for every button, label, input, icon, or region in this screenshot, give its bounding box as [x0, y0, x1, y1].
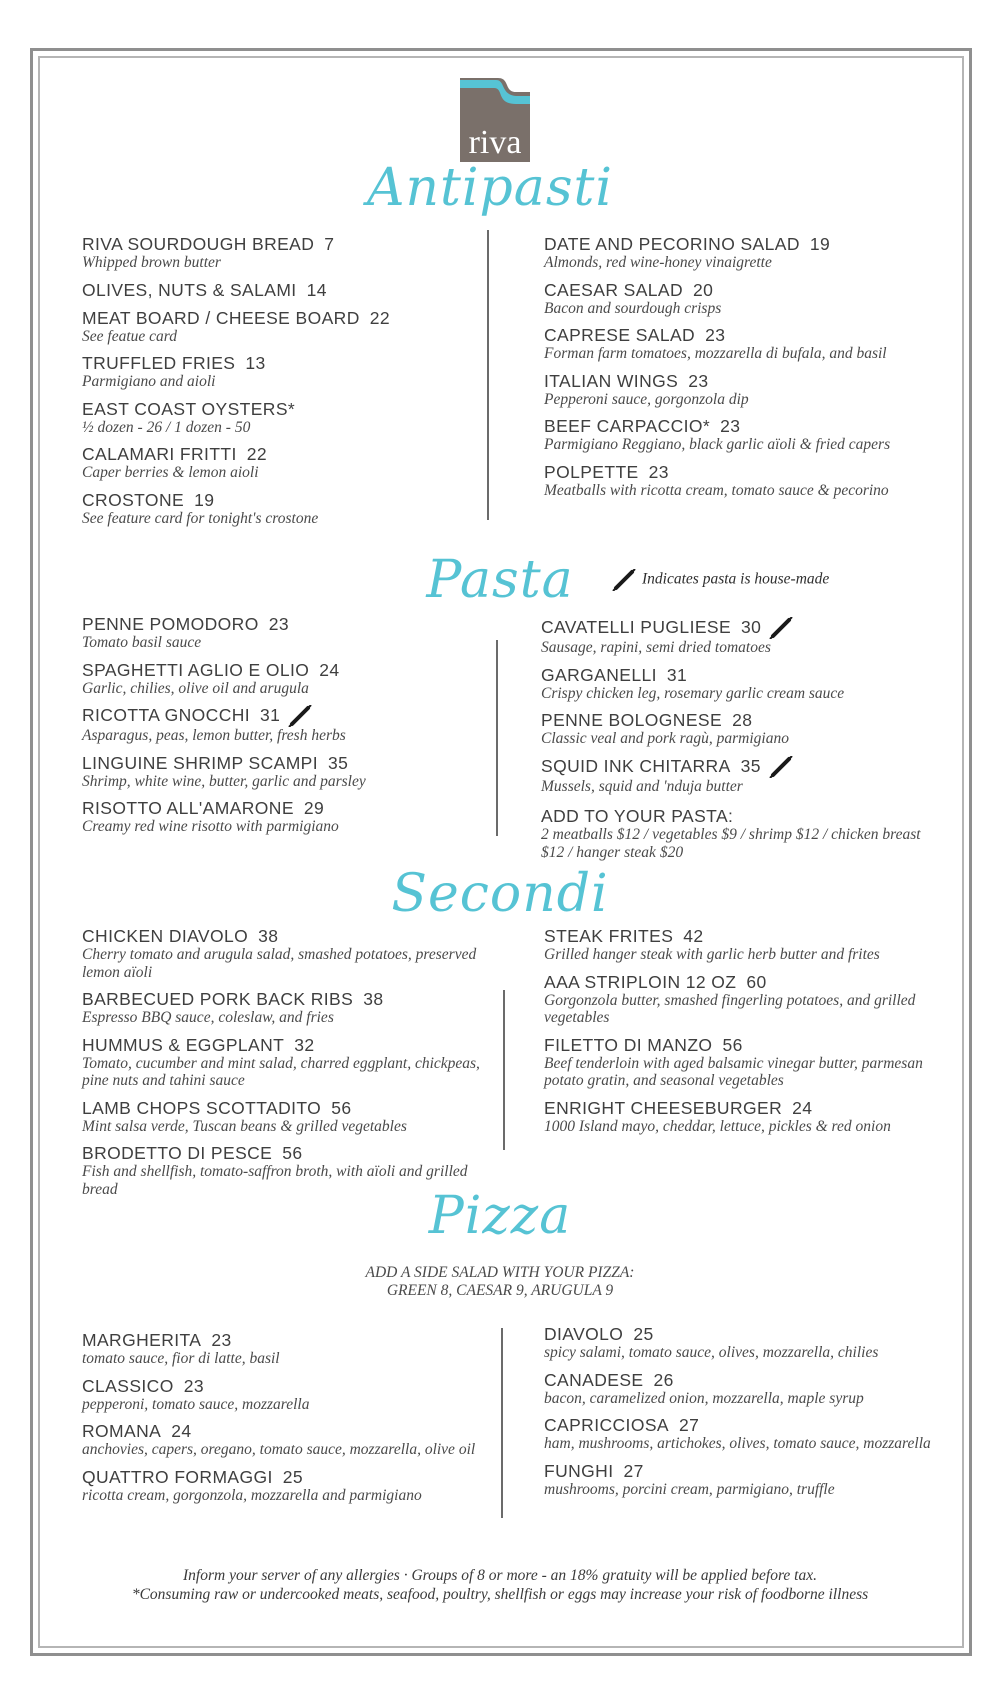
menu-item-description: Creamy red wine risotto with parmigiano: [82, 818, 339, 836]
menu-item-name-line: [82, 490, 482, 510]
menu-item-description: See feature card for tonight's crostone: [82, 509, 319, 527]
menu-item: [82, 1467, 492, 1505]
rolling-pin-icon: [288, 705, 312, 727]
menu-item-description: anchovies, capers, oregano, tomato sauce, mozzarella, olive oil: [82, 1441, 476, 1458]
menu-item-description: Fish and shellfish, tomato-saffron broth, with aïoli and grilled bread: [82, 1163, 468, 1198]
menu-item: [82, 308, 482, 346]
menu-item-price: 27: [678, 1415, 700, 1435]
menu-item-description: Sausage, rapini, semi dried tomatoes: [541, 639, 771, 657]
menu-item-name-line: [544, 462, 944, 482]
menu-item-name: RISOTTO ALL'AMARONE: [82, 798, 294, 819]
antipasti-title: Antipasti: [366, 158, 614, 218]
menu-item-name-line: [82, 1376, 492, 1396]
menu-item-description: pepperoni, tomato sauce, mozzarella: [82, 1395, 310, 1413]
pizza-title: Pizza: [428, 1186, 572, 1246]
menu-item-description: Gorgonzola butter, smashed fingerling potatoes, and grilled vegetables: [544, 991, 916, 1026]
house-made-legend: [612, 569, 829, 591]
pizza-left-column: [82, 1330, 492, 1512]
menu-item-name: EAST COAST OYSTERS*: [82, 398, 296, 419]
menu-item-name: LINGUINE SHRIMP SCAMPI: [82, 752, 319, 773]
menu-item-price: 56: [331, 1097, 352, 1118]
menu-item-name: CAVATELLI PUGLIESE: [541, 617, 732, 637]
pasta-addons-title: ADD TO YOUR PASTA:: [541, 806, 734, 826]
menu-item-name: CAESAR SALAD: [544, 279, 684, 300]
menu-item-name-line: [82, 353, 482, 373]
menu-item: [544, 462, 944, 500]
menu-item-price: 42: [683, 926, 704, 946]
menu-item-price: 25: [282, 1466, 304, 1487]
menu-item-price: 23: [211, 1330, 232, 1350]
menu-item-name-line: [82, 926, 492, 946]
antipasti-divider: [487, 230, 489, 520]
menu-item-price: 24: [319, 659, 340, 680]
menu-item-name-line: [82, 308, 482, 328]
menu-item-name: CHICKEN DIAVOLO: [82, 926, 249, 946]
menu-item-price: 31: [260, 705, 281, 725]
menu-item-name: CALAMARI FRITTI: [82, 444, 237, 464]
menu-item-price: 25: [633, 1324, 654, 1344]
menu-item-price: 56: [282, 1143, 303, 1163]
menu-item-description: Mussels, squid and 'nduja butter: [541, 778, 743, 796]
menu-item-description: Bacon and sourdough crisps: [544, 299, 722, 317]
secondi-divider: [503, 990, 505, 1150]
menu-item-price: 38: [258, 926, 279, 946]
menu-item-name: AAA STRIPLOIN 12 OZ: [544, 971, 737, 992]
menu-item-name: FUNGHI: [544, 1460, 614, 1481]
menu-item-description: ricotta cream, gorgonzola, mozzarella and parmigiano: [82, 1486, 422, 1504]
menu-item-name-line: [541, 665, 941, 685]
menu-item-name: CAPRESE SALAD: [544, 325, 696, 345]
menu-item-name: CAPRICCIOSA: [544, 1415, 669, 1435]
footer-line-2: *Consuming raw or undercooked meats, seafood, poultry, shellfish or eggs may increase your risk of foodborne illness: [131, 1586, 869, 1603]
menu-item-description: Classic veal and pork ragù, parmigiano: [541, 730, 789, 748]
menu-item-description: mushrooms, porcini cream, parmigiano, truffle: [544, 1480, 835, 1498]
menu-item-description: Parmigiano Reggiano, black garlic aïoli & fried capers: [544, 436, 891, 453]
menu-item-price: 32: [294, 1034, 315, 1055]
menu-item-name-line: [82, 444, 482, 464]
menu-item-name: PENNE POMODORO: [82, 614, 259, 634]
pasta-title: Pasta: [426, 550, 574, 610]
pasta-right-column: [541, 617, 941, 804]
menu-item-name-line: [541, 617, 941, 639]
menu-item-name-line: [82, 1098, 492, 1118]
menu-item-name: POLPETTE: [544, 461, 639, 482]
pasta-addons-desc: 2 meatballs $12 / vegetables $9 / shrimp $12 / chicken breast $12 / hanger steak $20: [541, 826, 921, 861]
menu-item-name-line: [544, 371, 944, 391]
house-made-legend-text: Indicates pasta is house-made: [642, 570, 830, 588]
menu-item-price: 35: [328, 752, 349, 773]
menu-item-name-line: [541, 756, 941, 778]
menu-item-name: DATE AND PECORINO SALAD: [544, 234, 800, 254]
menu-item-price: 23: [688, 370, 709, 391]
menu-item: [82, 1421, 492, 1459]
pizza-side-salad-note: [300, 1264, 700, 1300]
menu-item-name: HUMMUS & EGGPLANT: [82, 1034, 285, 1055]
wave-icon: [460, 70, 530, 110]
rolling-pin-icon: [612, 569, 636, 591]
menu-item-name-line: [544, 1098, 944, 1118]
menu-item-price: 26: [653, 1369, 674, 1390]
menu-item-price: 13: [245, 353, 266, 373]
menu-item: [82, 444, 482, 482]
menu-item-name: TRUFFLED FRIES: [82, 353, 236, 373]
menu-item: [541, 756, 941, 796]
menu-item: [82, 1035, 492, 1090]
menu-item-name-line: [82, 705, 502, 727]
menu-item-description: Tomato basil sauce: [82, 634, 202, 651]
menu-item-description: ham, mushrooms, artichokes, olives, tomato sauce, mozzarella: [544, 1435, 931, 1452]
menu-item: [541, 617, 941, 657]
menu-item-description: 1000 Island mayo, cheddar, lettuce, pickles & red onion: [544, 1117, 891, 1135]
menu-item-price: 22: [246, 444, 268, 464]
menu-item-price: 23: [648, 461, 669, 482]
secondi-title: Secondi: [391, 864, 609, 924]
menu-item-name-line: [82, 1421, 492, 1441]
pizza-side-salad-line2: GREEN 8, CAESAR 9, ARUGULA 9: [386, 1282, 614, 1299]
menu-item: [82, 280, 482, 300]
menu-item-name: FILETTO DI MANZO: [544, 1034, 713, 1055]
menu-item-name-line: [82, 614, 502, 634]
menu-item-name-line: [544, 416, 944, 436]
rolling-pin-icon: [769, 756, 793, 778]
menu-item-price: 56: [722, 1034, 743, 1055]
menu-item-description: Mint salsa verde, Tuscan beans & grilled vegetables: [82, 1117, 407, 1135]
menu-item: [541, 710, 941, 748]
menu-item: [82, 1098, 492, 1136]
menu-item: [544, 926, 944, 964]
menu-item: [544, 371, 944, 409]
menu-item: [82, 989, 492, 1027]
menu-item-name-line: [541, 710, 941, 730]
menu-item-description: Meatballs with ricotta cream, tomato sauce & pecorino: [544, 481, 889, 499]
menu-item-description: Garlic, chilies, olive oil and arugula: [82, 679, 309, 697]
menu-item-name-line: [544, 280, 944, 300]
menu-item-description: Shrimp, white wine, butter, garlic and parsley: [82, 772, 366, 790]
pizza-divider: [501, 1328, 503, 1518]
brand-name: riva: [468, 124, 522, 161]
menu-item-name: ITALIAN WINGS: [544, 370, 679, 391]
menu-item-price: 24: [792, 1097, 813, 1118]
menu-item-price: 29: [303, 798, 325, 819]
menu-item-name-line: [82, 660, 502, 680]
menu-item: [544, 1098, 944, 1136]
menu-item-name-line: [82, 280, 482, 300]
footer-line-1: Inform your server of any allergies · Groups of 8 or more - an 18% gratuity will be applied before tax.: [183, 1567, 817, 1584]
menu-item-name-line: [544, 1035, 944, 1055]
menu-item-name: PENNE BOLOGNESE: [541, 710, 723, 731]
menu-item-name: STEAK FRITES: [544, 926, 674, 946]
pizza-right-column: [544, 1324, 944, 1506]
menu-item: [82, 798, 502, 836]
menu-item-description: Parmigiano and aioli: [82, 373, 216, 390]
menu-item: [82, 353, 482, 391]
menu-item-name-line: [544, 1415, 944, 1435]
menu-item: [82, 660, 502, 698]
menu-item-name: SQUID INK CHITARRA: [541, 755, 731, 776]
pizza-side-salad-line1: ADD A SIDE SALAD WITH YOUR PIZZA:: [365, 1264, 635, 1281]
menu-item-description: Cherry tomato and arugula salad, smashed potatoes, preserved lemon aïoli: [82, 946, 477, 981]
menu-item-name-line: [82, 1330, 492, 1350]
antipasti-left-column: [82, 234, 482, 535]
menu-item-price: 19: [194, 489, 215, 510]
menu-item-description: tomato sauce, fior di latte, basil: [82, 1350, 280, 1367]
pasta-divider: [496, 640, 498, 836]
menu-item: [82, 614, 502, 652]
menu-item-price: 22: [369, 307, 391, 328]
menu-item-price: 28: [732, 710, 753, 731]
menu-item-price: 38: [363, 989, 384, 1009]
menu-item-name-line: [544, 1324, 944, 1344]
menu-item-name: RIVA SOURDOUGH BREAD: [82, 234, 315, 254]
menu-item-name-line: [82, 1143, 492, 1163]
menu-item-description: bacon, caramelized onion, mozzarella, maple syrup: [544, 1389, 864, 1407]
menu-item: [82, 490, 482, 528]
menu-item: [544, 416, 944, 454]
menu-item-name-line: [544, 926, 944, 946]
menu-item-description: See featue card: [82, 327, 177, 345]
menu-item-name: ENRIGHT CHEESEBURGER: [544, 1097, 783, 1118]
menu-item: [82, 1330, 492, 1368]
menu-item-price: 23: [268, 614, 289, 634]
pasta-left-column: [82, 614, 502, 844]
menu-item-name: SPAGHETTI AGLIO E OLIO: [82, 659, 310, 680]
riva-logo: [460, 70, 530, 162]
menu-item-name: QUATTRO FORMAGGI: [82, 1466, 273, 1487]
menu-item-price: 14: [306, 279, 327, 300]
menu-item-price: 31: [666, 664, 688, 685]
menu-item-price: 23: [183, 1375, 204, 1396]
menu-item: [544, 325, 944, 363]
menu-item: [544, 972, 944, 1027]
menu-item-name: MARGHERITA: [82, 1330, 202, 1350]
menu-item: [82, 234, 482, 272]
menu-item-price: 24: [171, 1421, 192, 1441]
menu-item: [541, 665, 941, 703]
menu-item: [544, 1415, 944, 1453]
menu-item-name: BRODETTO DI PESCE: [82, 1143, 273, 1163]
menu-item-description: Caper berries & lemon aioli: [82, 464, 259, 481]
menu-item-name-line: [544, 1461, 944, 1481]
menu-item-name-line: [82, 1467, 492, 1487]
menu-item-name: RICOTTA GNOCCHI: [82, 705, 251, 725]
menu-item-name-line: [82, 399, 482, 419]
menu-item-price: 7: [324, 234, 335, 254]
menu-item: [82, 753, 502, 791]
menu-item-description: Espresso BBQ sauce, coleslaw, and fries: [82, 1009, 334, 1026]
menu-item-price: 20: [693, 279, 714, 300]
menu-item-price: 35: [740, 755, 761, 776]
menu-item: [82, 926, 492, 981]
menu-item: [82, 1376, 492, 1414]
menu-item-description: Forman farm tomatoes, mozzarella di bufala, and basil: [544, 345, 887, 362]
allergy-footer: [60, 1566, 940, 1604]
menu-item-price: 60: [746, 971, 767, 992]
menu-item-name-line: [544, 325, 944, 345]
menu-item: [82, 705, 502, 745]
menu-item-description: Crispy chicken leg, rosemary garlic cream sauce: [541, 684, 845, 702]
menu-item-price: 23: [705, 325, 726, 345]
menu-item-name-line: [82, 798, 502, 818]
menu-item-name-line: [544, 972, 944, 992]
menu-item-description: ½ dozen - 26 / 1 dozen - 50: [82, 418, 251, 436]
menu-item-name-line: [82, 1035, 492, 1055]
menu-item: [544, 1370, 944, 1408]
menu-item-name: OLIVES, NUTS & SALAMI: [82, 279, 297, 300]
secondi-left-column: [82, 926, 492, 1206]
menu-item-name-line: [82, 753, 502, 773]
menu-item-description: Almonds, red wine-honey vinaigrette: [544, 254, 772, 271]
menu-item-name: CLASSICO: [82, 1375, 174, 1396]
menu-item-description: Beef tenderloin with aged balsamic vinegar butter, parmesan potato gratin, and seasonal vegetables: [544, 1054, 923, 1089]
menu-item: [544, 1035, 944, 1090]
menu-item-name: BEEF CARPACCIO*: [544, 416, 711, 436]
menu-item: [544, 280, 944, 318]
menu-item-name-line: [82, 234, 482, 254]
menu-item-description: Tomato, cucumber and mint salad, charred eggplant, chickpeas, pine nuts and tahini sauce: [82, 1054, 480, 1089]
menu-item: [544, 234, 944, 272]
menu-item-name: BARBECUED PORK BACK RIBS: [82, 989, 354, 1009]
menu-item-name: CROSTONE: [82, 489, 185, 510]
antipasti-right-column: [544, 234, 944, 507]
menu-item-description: Pepperoni sauce, gorgonzola dip: [544, 390, 749, 408]
menu-item-price: 19: [809, 234, 831, 254]
menu-item-name: DIAVOLO: [544, 1324, 624, 1344]
menu-item: [544, 1461, 944, 1499]
rolling-pin-icon: [769, 617, 793, 639]
menu-item-price: 23: [720, 416, 741, 436]
menu-item-description: Grilled hanger steak with garlic herb butter and frites: [544, 946, 880, 963]
menu-item-name-line: [544, 234, 944, 254]
menu-item: [82, 399, 482, 437]
menu-item-name-line: [544, 1370, 944, 1390]
menu-item-price: 27: [623, 1460, 644, 1481]
menu-item-price: 30: [741, 617, 762, 637]
menu-item-description: Asparagus, peas, lemon butter, fresh herbs: [82, 727, 346, 745]
menu-item-description: spicy salami, tomato sauce, olives, mozzarella, chilies: [544, 1344, 879, 1361]
menu-item-name: GARGANELLI: [541, 664, 657, 685]
secondi-right-column: [544, 926, 944, 1143]
menu-item-name: CANADESE: [544, 1369, 644, 1390]
menu-item: [544, 1324, 944, 1362]
menu-item-description: Whipped brown butter: [82, 254, 221, 271]
menu-item-name-line: [82, 989, 492, 1009]
menu-item-name: LAMB CHOPS SCOTTADITO: [82, 1097, 322, 1118]
pasta-addons: [541, 806, 921, 861]
menu-item-name: MEAT BOARD / CHEESE BOARD: [82, 307, 360, 328]
menu-item-name: ROMANA: [82, 1421, 162, 1441]
